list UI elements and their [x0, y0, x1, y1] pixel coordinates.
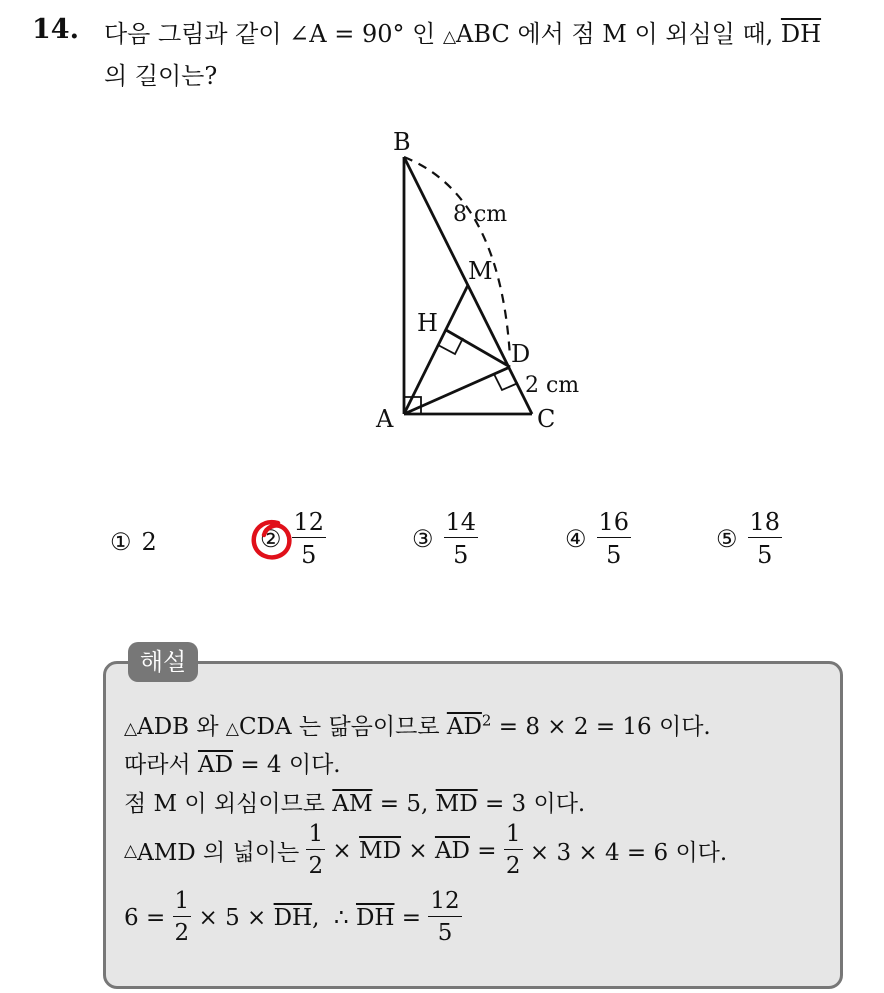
solution-line5-frac1 — [173, 890, 192, 945]
choice-3[interactable] — [412, 510, 478, 567]
solution-line2-a: 따라서 — [124, 752, 198, 778]
solution-seg-md-2: $\overline{MD}$ — [359, 837, 402, 864]
solution-line-5 — [124, 890, 462, 945]
choice-1-value: 2 — [141, 528, 157, 556]
frac-num: 1 — [504, 823, 523, 850]
question-text — [104, 16, 821, 55]
frac-num: 12 — [428, 890, 461, 917]
choice-3-mark: ③ — [412, 524, 434, 553]
frac-num: 1 — [173, 890, 192, 917]
choice-4-den: 5 — [606, 541, 622, 569]
solution-line5-frac2 — [428, 890, 461, 945]
question-segment: $\overline{DH}$ — [780, 20, 822, 48]
solution-line-3 — [124, 785, 585, 818]
choice-4-fraction — [597, 510, 632, 567]
solution-superscript: 2 — [481, 711, 492, 730]
label-c: C — [537, 405, 556, 433]
segment-am — [404, 285, 468, 414]
triangle-icon: △ — [442, 27, 457, 47]
solution-line4-b: × — [325, 837, 360, 864]
triangle-icon: △ — [225, 719, 239, 739]
solution-seg-dh: $\overline{DH}$ — [273, 904, 313, 931]
solution-line4-c: × — [401, 837, 435, 864]
frac-den: 2 — [174, 920, 190, 946]
solution-line4-frac2 — [504, 823, 523, 878]
solution-line4-frac1 — [306, 823, 325, 878]
solution-tag: 해설 — [128, 642, 198, 682]
choice-2[interactable] — [260, 510, 326, 567]
choice-5-mark: ⑤ — [716, 524, 738, 553]
choice-5[interactable] — [716, 510, 782, 567]
choice-2-num: 12 — [293, 508, 325, 536]
frac-den: 2 — [505, 853, 521, 879]
length-bd: 8 cm — [453, 202, 508, 227]
choice-3-fraction — [444, 510, 479, 567]
choice-5-den: 5 — [757, 541, 773, 569]
solution-line5-d: = — [394, 904, 429, 931]
choice-2-mark — [260, 525, 282, 553]
choice-2-mark-glyph: ② — [260, 524, 282, 553]
solution-seg-am: $\overline{AM}$ — [332, 791, 373, 817]
triangle-icon: △ — [124, 840, 138, 861]
frac-den: 2 — [308, 853, 324, 879]
choice-5-num: 18 — [749, 508, 781, 536]
question-text-part1: 다음 그림과 같이 ∠A = 90° 인 — [104, 20, 443, 48]
length-dc: 2 cm — [525, 373, 580, 398]
solution-seg-dh-2: $\overline{DH}$ — [355, 904, 395, 931]
label-d: D — [511, 340, 531, 368]
solution-line1-c: = 8 × 2 = 16 이다. — [491, 714, 711, 740]
solution-line-4 — [124, 823, 727, 878]
solution-line2-b: = 4 이다. — [233, 752, 341, 778]
label-a: A — [376, 405, 394, 433]
choice-1[interactable] — [110, 528, 157, 556]
solution-line-1 — [124, 708, 711, 741]
question-line2: 의 길이는? — [104, 62, 218, 90]
question-text-part2: ABC 에서 점 M 이 외심일 때, — [456, 20, 781, 48]
choice-3-den: 5 — [453, 541, 469, 569]
solution-line3-b: = 5, — [372, 791, 436, 817]
solution-line4-d: = — [470, 837, 504, 864]
answer-circle-icon — [248, 515, 298, 565]
solution-line5-a: 6 = — [124, 904, 173, 931]
choice-3-num: 14 — [445, 508, 477, 536]
solution-seg-ad-3: $\overline{AD}$ — [434, 837, 470, 864]
choice-4-num: 16 — [598, 508, 630, 536]
choice-4[interactable] — [565, 510, 631, 567]
solution-line-2 — [124, 746, 341, 779]
solution-line5-b: × 5 × — [191, 904, 274, 931]
solution-line5-c: , ∴ — [312, 904, 356, 931]
solution-line1-a: ADB 와 — [137, 714, 226, 740]
solution-seg-ad-2: $\overline{AD}$ — [197, 752, 234, 778]
solution-line3-c: = 3 이다. — [477, 791, 586, 817]
solution-line3-a: 점 M 이 외심이므로 — [124, 791, 333, 817]
frac-num: 1 — [306, 823, 325, 850]
solution-line4-a: AMD 의 넓이는 — [137, 840, 307, 866]
label-h: H — [417, 309, 438, 337]
choice-2-den: 5 — [301, 541, 317, 569]
solution-seg-ad: $\overline{AD}$ — [446, 714, 482, 740]
label-m: M — [468, 257, 493, 285]
triangle-figure — [360, 120, 620, 440]
solution-line1-b: CDA 는 닮음이므로 — [238, 714, 447, 740]
label-b: B — [393, 128, 411, 156]
solution-seg-md: $\overline{MD}$ — [435, 791, 478, 817]
choice-5-fraction — [748, 510, 783, 567]
triangle-icon: △ — [124, 719, 138, 739]
question-number: 14. — [32, 14, 79, 45]
choice-1-mark: ① — [110, 528, 132, 556]
frac-den: 5 — [437, 920, 453, 946]
solution-line4-e: × 3 × 4 = 6 이다. — [522, 840, 728, 866]
choice-4-mark: ④ — [565, 524, 587, 553]
